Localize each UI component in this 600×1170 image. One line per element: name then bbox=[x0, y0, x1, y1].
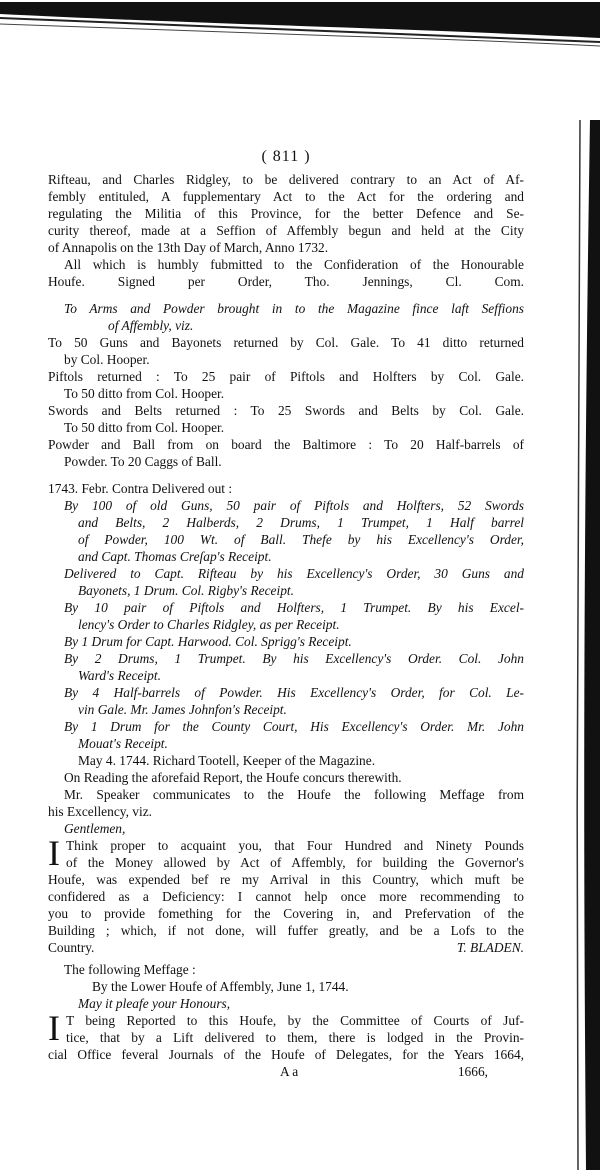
text-line: you to provide fomething for the Covering in, and Prefervation of the bbox=[48, 906, 524, 921]
text-line: of Powder, 100 Wt. of Ball. Thefe by his Excellency's Order, bbox=[78, 532, 524, 547]
arms-heading bbox=[48, 300, 524, 334]
text-line: Mouat's Receipt. bbox=[78, 736, 168, 751]
governor-message bbox=[48, 833, 524, 956]
may-it-please: May it pleafe your Honours, bbox=[78, 996, 231, 1011]
drop-cap: I bbox=[48, 1008, 60, 1048]
governor-signature: T. BLADEN. bbox=[456, 940, 524, 955]
text-line: To 50 ditto from Col. Hooper. bbox=[64, 386, 225, 401]
scan-edge-right bbox=[560, 120, 600, 1170]
text-line: by Col. Hooper. bbox=[64, 352, 150, 367]
text-line: To Arms and Powder brought in to the Magazine fince laft Seffions bbox=[64, 301, 524, 316]
text-line: regulating the Militia of this Province, for the better Defence and Se- bbox=[48, 206, 524, 221]
submitted-line: All which is humbly fubmitted to the Confideration of the Honourable bbox=[64, 257, 524, 272]
text-line: By 10 pair of Piftols and Holfters, 1 Trumpet. By his Excel- bbox=[64, 600, 524, 615]
catchword-row bbox=[48, 1063, 524, 1080]
text-line: confidered as a Deficiency: I cannot help once more recommending to bbox=[48, 889, 524, 904]
text-line: Piftols returned : To 25 pair of Piftols and Holfters by Col. Gale. bbox=[48, 369, 524, 384]
salutation: Gentlemen, bbox=[64, 821, 126, 836]
text-line: lency's Order to Charles Ridgley, as per Receipt. bbox=[78, 617, 340, 632]
text-line: Delivered to Capt. Rifteau by his Excellency's Order, 30 Guns and bbox=[64, 566, 524, 581]
text-line: To 50 Guns and Bayonets returned by Col. Gale. To 41 ditto returned bbox=[48, 335, 524, 350]
text-line: curity thereof, made at a Seffion of Affembly begun and held at the City bbox=[48, 223, 524, 238]
arms-items bbox=[48, 334, 524, 470]
text-line: fembly entituled, A fupplementary Act to the Act for the ordering and bbox=[48, 189, 524, 204]
text-line: of Affembly, viz. bbox=[108, 318, 194, 333]
text-line: By 100 of old Guns, 50 pair of Piftols and Holfters, 52 Swords bbox=[64, 498, 524, 513]
text-line: and Belts, 2 Halberds, 2 Drums, 1 Trumpet, 1 Half barrel bbox=[78, 515, 524, 530]
contra-heading: 1743. Febr. Contra Delivered out : bbox=[48, 481, 233, 496]
text-line: Building ; which, if not done, will fuffer greatly, and be a Lofs to the bbox=[48, 923, 524, 938]
text-line: Powder. To 20 Caggs of Ball. bbox=[64, 454, 222, 469]
text-line: and Capt. Thomas Creſap's Receipt. bbox=[78, 549, 272, 564]
text-line: Think proper to acquaint you, that Four Hundred and Ninety Pounds bbox=[66, 838, 524, 853]
text-line: Powder and Ball from on board the Baltimore : To 20 Half-barrels of bbox=[48, 437, 524, 452]
speaker-line: his Excellency, viz. bbox=[48, 804, 152, 819]
text-line: Country. bbox=[48, 940, 95, 955]
concur-line: On Reading the aforefaid Report, the Houfe concurs therewith. bbox=[64, 770, 402, 785]
text-line: of the Money allowed by Act of Affembly, for building the Governor's bbox=[66, 855, 524, 870]
keeper-line: May 4. 1744. Richard Tootell, Keeper of the Magazine. bbox=[78, 753, 376, 768]
drop-cap: I bbox=[48, 833, 60, 873]
document-page bbox=[48, 148, 524, 1080]
page-number: ( 811 ) bbox=[261, 148, 311, 165]
signature-mark: A a bbox=[280, 1064, 299, 1079]
lower-house-line: By the Lower Houfe of Affembly, June 1, 1744. bbox=[92, 979, 349, 994]
text-line: To 50 ditto from Col. Hooper. bbox=[64, 420, 225, 435]
signed-line: Houfe. Signed per Order, Tho. Jennings, Cl. Com. bbox=[48, 274, 524, 289]
text-line: T being Reported to this Houfe, by the Committee of Courts of Juf- bbox=[66, 1013, 524, 1028]
report-message bbox=[48, 1008, 524, 1063]
speaker-line: Mr. Speaker communicates to the Houfe the following Meffage from bbox=[64, 787, 524, 802]
text-line: of Annapolis on the 13th Day of March, Anno 1732. bbox=[48, 240, 329, 255]
text-line: Ward's Receipt. bbox=[78, 668, 161, 683]
contra-items bbox=[48, 497, 524, 752]
text-line: vin Gale. Mr. James Johnfon's Receipt. bbox=[78, 702, 287, 717]
text-line: Rifteau, and Charles Ridgley, to be delivered contrary to an Act of Af- bbox=[48, 172, 524, 187]
text-line: By 1 Drum for Capt. Harwood. Col. Sprigg's Receipt. bbox=[64, 634, 352, 649]
text-line: Swords and Belts returned : To 25 Swords and Belts by Col. Gale. bbox=[48, 403, 524, 418]
text-line: Bayonets, 1 Drum. Col. Rigby's Receipt. bbox=[78, 583, 294, 598]
text-line: Houfe, was expended bef re my Arrival in this Country, which muft be bbox=[48, 872, 524, 887]
catchword: 1666, bbox=[457, 1064, 488, 1079]
following-message: The following Meffage : bbox=[64, 962, 196, 977]
text-line: tice, that by a Lift delivered to them, there is lodged in the Provin- bbox=[66, 1030, 524, 1045]
scan-edge-top bbox=[0, 0, 600, 48]
report-part bbox=[48, 171, 524, 290]
text-line: By 4 Half-barrels of Powder. His Excellency's Order, for Col. Le- bbox=[64, 685, 524, 700]
text-line: By 2 Drums, 1 Trumpet. By his Excellency's Order. Col. John bbox=[64, 651, 524, 666]
text-line: cial Office feveral Journals of the Houfe of Delegates, for the Years 1664, bbox=[48, 1047, 524, 1062]
text-line: By 1 Drum for the County Court, His Excellency's Order. Mr. John bbox=[64, 719, 524, 734]
